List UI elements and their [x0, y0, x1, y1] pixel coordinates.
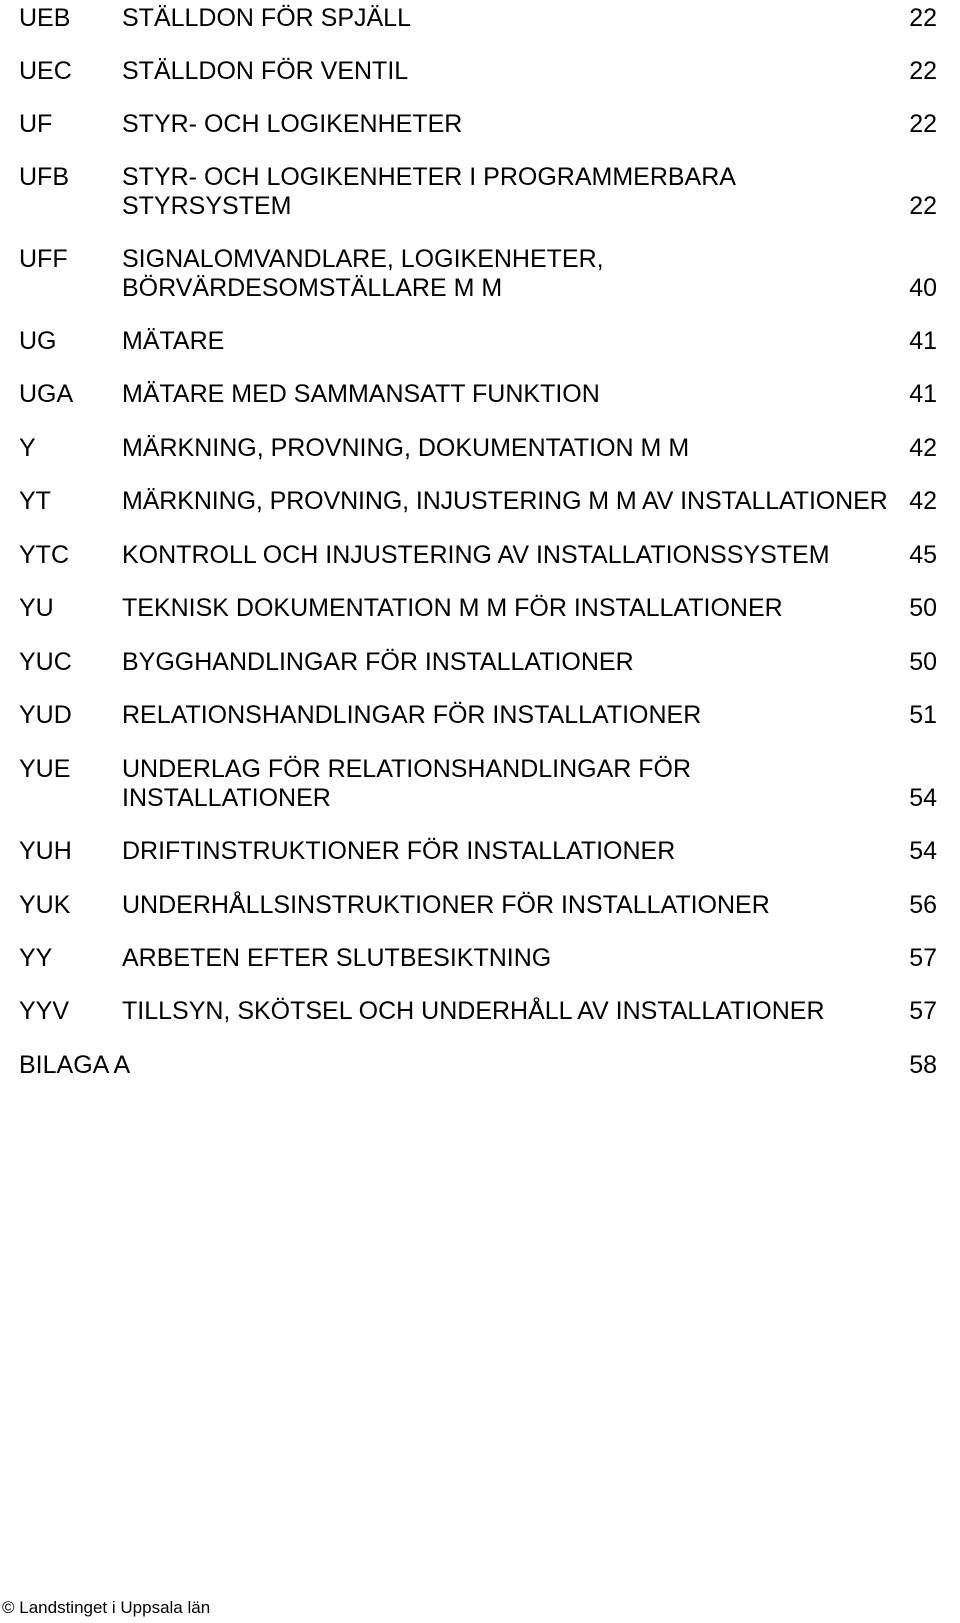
- toc-entry-title: STYR- OCH LOGIKENHETER I PROGRAMMERBARA STYRSYSTEM: [122, 163, 736, 220]
- toc-entry-code: YYV: [19, 997, 70, 1025]
- toc-entry-code: YUE: [19, 755, 71, 783]
- toc-entry-title: STÄLLDON FÖR VENTIL: [122, 57, 409, 85]
- toc-entry-code: YUK: [19, 891, 71, 919]
- toc-entry-page: 22: [909, 192, 937, 220]
- toc-entry-code: UF: [19, 110, 53, 138]
- toc-entry-page: 22: [909, 4, 937, 32]
- toc-entry-page: 54: [909, 784, 937, 812]
- toc-entry-title: SIGNALOMVANDLARE, LOGIKENHETER, BÖRVÄRDESOMSTÄLLARE M M: [122, 245, 604, 302]
- toc-entry-page: 42: [909, 487, 937, 515]
- toc-entry-title: DRIFTINSTRUKTIONER FÖR INSTALLATIONER: [122, 837, 676, 865]
- toc-entry-page: 50: [909, 594, 937, 622]
- toc-entry-title: STYR- OCH LOGIKENHETER: [122, 110, 463, 138]
- toc-entry-page: 54: [909, 837, 937, 865]
- toc-entry-title: MÄTARE: [122, 327, 225, 355]
- toc-entry-page: 56: [909, 891, 937, 919]
- toc-entry-title: STÄLLDON FÖR SPJÄLL: [122, 4, 411, 32]
- toc-entry-title: TEKNISK DOKUMENTATION M M FÖR INSTALLATIONER: [122, 594, 783, 622]
- toc-entry-page: 41: [909, 327, 937, 355]
- toc-entry-page: 22: [909, 110, 937, 138]
- toc-entry-code: YUD: [19, 701, 72, 729]
- toc-entry-title: MÄRKNING, PROVNING, DOKUMENTATION M M: [122, 434, 690, 462]
- toc-entry-code: YU: [19, 594, 54, 622]
- toc-entry-code: YTC: [19, 541, 69, 569]
- toc-entry-code: UEC: [19, 57, 72, 85]
- toc-entry-page: 58: [909, 1051, 937, 1079]
- toc-entry-title: MÄRKNING, PROVNING, INJUSTERING M M AV INSTALLATIONER: [122, 487, 888, 515]
- toc-entry-code: UEB: [19, 4, 71, 32]
- toc-entry-code: Y: [19, 434, 36, 462]
- toc-entry-code: YY: [19, 944, 53, 972]
- toc-entry-code: YUC: [19, 648, 72, 676]
- toc-entry-title: KONTROLL OCH INJUSTERING AV INSTALLATIONSSYSTEM: [122, 541, 830, 569]
- toc-entry-code: UGA: [19, 380, 74, 408]
- toc-entry-page: 45: [909, 541, 937, 569]
- toc-entry-code: BILAGA A: [19, 1051, 131, 1079]
- toc-entry-code: UFB: [19, 163, 69, 191]
- copyright-footer: © Landstinget i Uppsala län: [2, 1598, 211, 1617]
- toc-entry-page: 22: [909, 57, 937, 85]
- toc-entry-page: 50: [909, 648, 937, 676]
- toc-entry-page: 40: [909, 274, 937, 302]
- toc-entry-title: ARBETEN EFTER SLUTBESIKTNING: [122, 944, 552, 972]
- toc-entry-code: YUH: [19, 837, 72, 865]
- toc-entry-page: 57: [909, 997, 937, 1025]
- toc-entry-title: BYGGHANDLINGAR FÖR INSTALLATIONER: [122, 648, 634, 676]
- toc-entry-code: UG: [19, 327, 57, 355]
- toc-entry-page: 42: [909, 434, 937, 462]
- toc-entry-title: UNDERLAG FÖR RELATIONSHANDLINGAR FÖR INSTALLATIONER: [122, 755, 692, 812]
- toc-entry-title: UNDERHÅLLSINSTRUKTIONER FÖR INSTALLATIONER: [122, 891, 770, 919]
- toc-entry-title: MÄTARE MED SAMMANSATT FUNKTION: [122, 380, 600, 408]
- toc-entry-code: UFF: [19, 245, 68, 273]
- toc-entry-page: 51: [909, 701, 937, 729]
- toc-entry-code: YT: [19, 487, 51, 515]
- toc-entry-title: RELATIONSHANDLINGAR FÖR INSTALLATIONER: [122, 701, 702, 729]
- toc-entry-page: 41: [909, 380, 937, 408]
- toc-entry-title: TILLSYN, SKÖTSEL OCH UNDERHÅLL AV INSTALLATIONER: [122, 997, 825, 1025]
- toc-entry-page: 57: [909, 944, 937, 972]
